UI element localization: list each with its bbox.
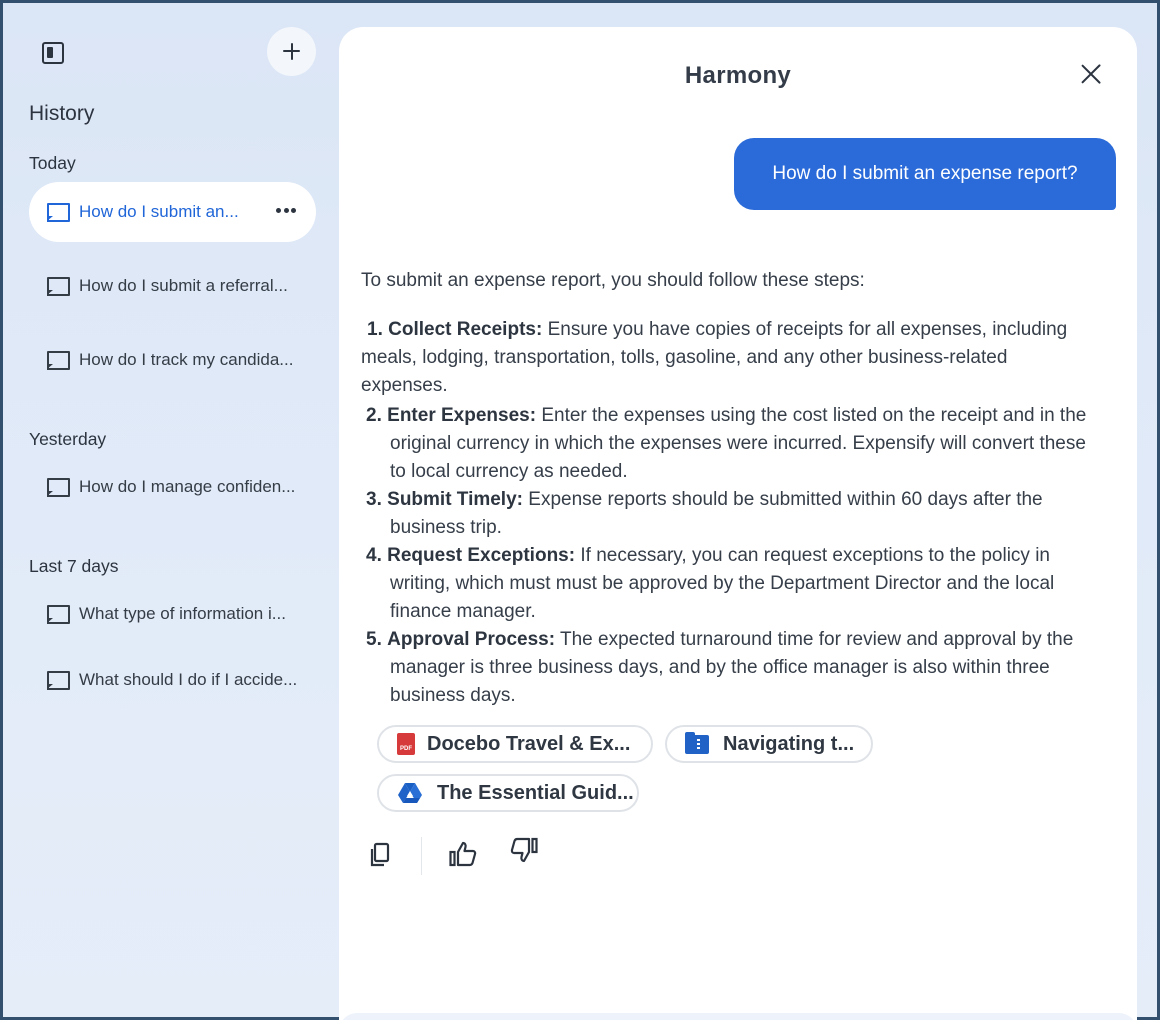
- source-chip[interactable]: [377, 725, 653, 763]
- answer-step: [361, 626, 1091, 710]
- step-number: 5.: [366, 629, 382, 650]
- history-item[interactable]: [29, 182, 316, 242]
- history-item[interactable]: [29, 650, 316, 710]
- history-item[interactable]: [29, 330, 316, 390]
- history-item[interactable]: [29, 584, 316, 644]
- history-title: History: [29, 102, 95, 125]
- answer-step: [361, 316, 1091, 400]
- step-title: Submit Timely:: [387, 489, 523, 510]
- pdf-icon: [397, 733, 415, 755]
- history-item-label: How do I submit a referral...: [79, 276, 288, 295]
- history-item[interactable]: [29, 457, 316, 517]
- step-text: Expense reports should be submitted within 60 days after the business trip.: [390, 489, 1043, 538]
- chat-bubble-icon: [47, 277, 66, 295]
- history-sidebar: [6, 6, 336, 1020]
- chat-bubble-icon: [47, 605, 66, 623]
- answer-step: [361, 486, 1091, 542]
- source-chip[interactable]: [377, 774, 639, 812]
- copy-icon[interactable]: [369, 842, 391, 868]
- step-title: Collect Receipts:: [388, 319, 543, 340]
- group-label-today: Today: [29, 153, 76, 173]
- step-title: Enter Expenses:: [387, 405, 537, 426]
- answer-step: [361, 542, 1091, 626]
- history-item-label: What should I do if I accide...: [79, 670, 298, 689]
- message-composer[interactable]: [339, 1013, 1137, 1020]
- source-chip-label: Navigating t...: [723, 732, 855, 755]
- step-number: 1.: [367, 319, 383, 340]
- group-label-yesterday: Yesterday: [29, 429, 107, 449]
- step-title: Request Exceptions:: [387, 545, 576, 566]
- chat-bubble-icon: [47, 671, 66, 689]
- history-item-label: How do I manage confiden...: [79, 477, 296, 496]
- answer-intro: To submit an expense report, you should follow these steps:: [361, 270, 865, 291]
- thumbs-down-icon[interactable]: [510, 837, 538, 863]
- step-text: Ensure you have copies of receipts for all expenses, including meals, lodging, transportation, tolls, gasoline, and any other business-related expenses.: [361, 319, 1068, 396]
- step-text: Enter the expenses using the cost listed on the receipt and in the original currency in which the expenses were incurred. Expensify will convert these to local currency as needed.: [390, 405, 1087, 482]
- chat-bubble-icon: [47, 478, 66, 496]
- step-number: 4.: [366, 545, 382, 566]
- folder-icon: [685, 735, 709, 754]
- source-chip-label: The Essential Guid...: [437, 781, 634, 804]
- assistant-answer: [361, 267, 1091, 710]
- answer-step: [361, 402, 1091, 486]
- action-divider: [421, 837, 422, 875]
- user-message-bubble: How do I submit an expense report?: [734, 138, 1116, 210]
- history-item-label: What type of information i...: [79, 604, 286, 623]
- history-item-label: How do I track my candida...: [79, 350, 294, 369]
- step-text: If necessary, you can request exceptions to the policy in writing, which must must be approved by the Department Director and the local finance manager.: [390, 545, 1055, 622]
- new-chat-button[interactable]: [267, 27, 316, 76]
- history-item[interactable]: [29, 256, 316, 316]
- chat-title: Harmony: [684, 62, 792, 89]
- step-number: 2.: [366, 405, 382, 426]
- close-icon[interactable]: [1080, 63, 1102, 85]
- group-label-last-7-days: Last 7 days: [29, 556, 119, 576]
- chat-panel: [339, 27, 1137, 1020]
- step-text: The expected turnaround time for review and approval by the manager is three business days, and by the office manager is also within three business days.: [390, 629, 1074, 706]
- more-options-icon[interactable]: [276, 208, 296, 214]
- chat-bubble-icon: [47, 351, 66, 369]
- source-chip-label: Docebo Travel & Ex...: [427, 732, 631, 755]
- chat-bubble-icon: [47, 203, 66, 221]
- thumbs-up-icon[interactable]: [449, 841, 477, 867]
- step-number: 3.: [366, 489, 382, 510]
- source-chip[interactable]: [665, 725, 873, 763]
- message-actions: [369, 837, 569, 877]
- google-drive-icon: [397, 782, 423, 804]
- sidebar-toggle-icon[interactable]: [42, 42, 64, 64]
- history-item-label: How do I submit an...: [79, 202, 239, 221]
- step-title: Approval Process:: [387, 629, 556, 650]
